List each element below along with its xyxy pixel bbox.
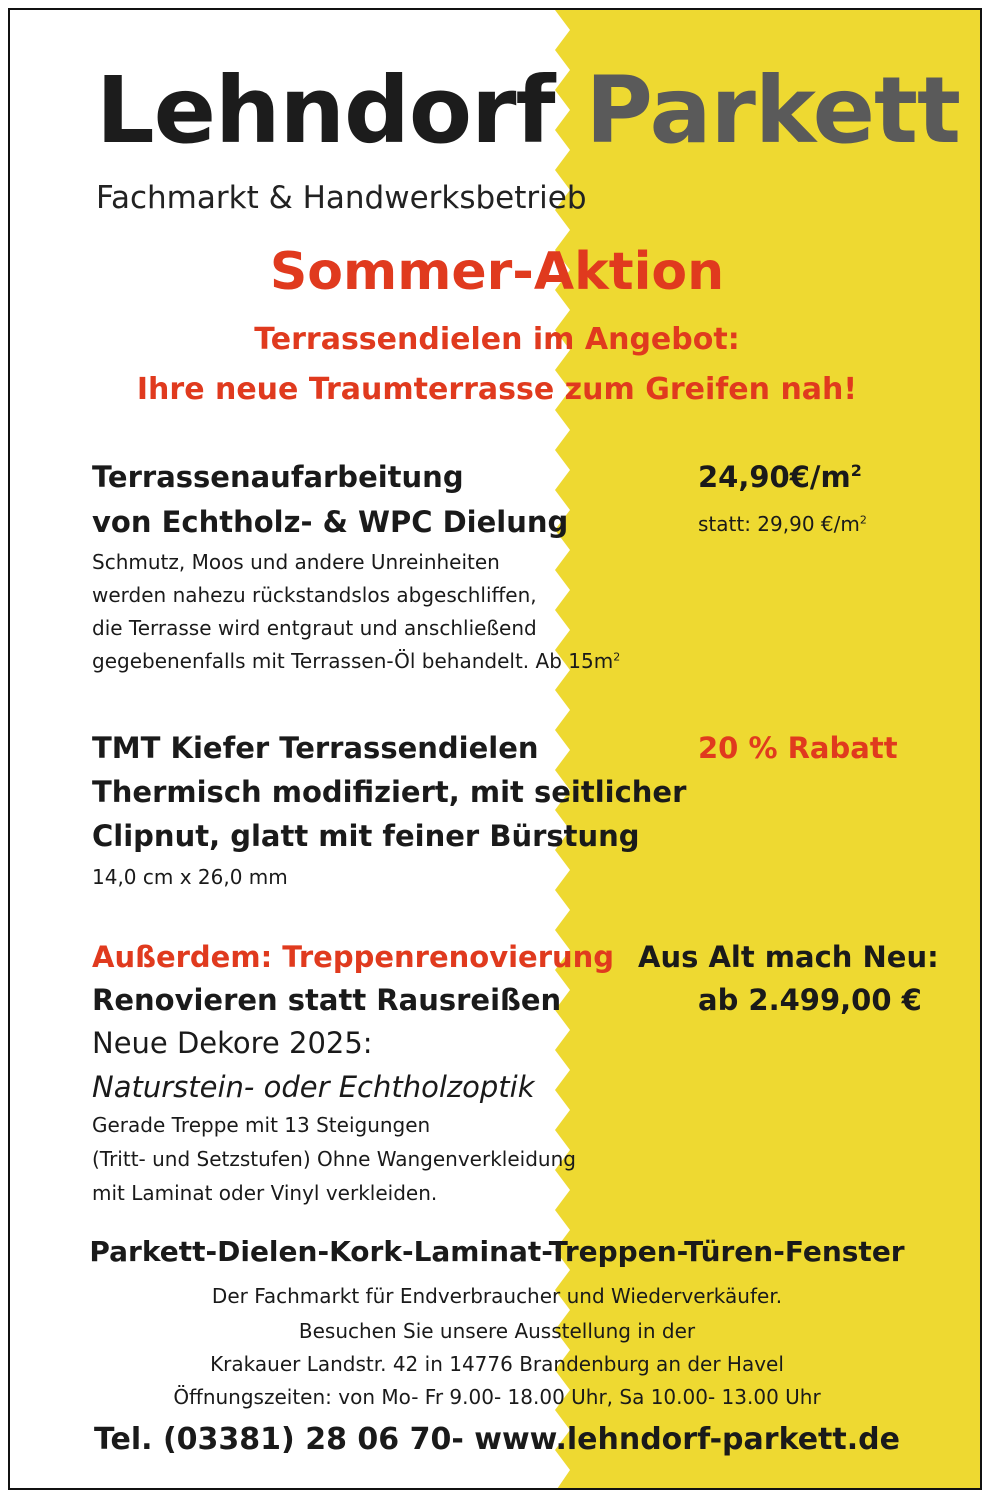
offer3-price-line1: Aus Alt mach Neu: (638, 940, 939, 974)
offer3-line4-italic: Naturstein- oder Echtholzoptik (92, 1070, 535, 1104)
offer1-price-unit-sup: 2 (850, 460, 862, 480)
brand-name-part1: Lehndorf (96, 57, 555, 164)
offer1-old-price (698, 512, 867, 536)
offer1-desc-line4-sup: 2 (613, 650, 621, 664)
footer-contact: Tel. (03381) 28 06 70- www.lehndorf-parkett.de (94, 1422, 900, 1457)
footer-address: Krakauer Landstr. 42 in 14776 Brandenburg an der Havel (210, 1352, 784, 1376)
offer2-discount: 20 % Rabatt (698, 731, 898, 765)
footer-categories: Parkett-Dielen-Kork-Laminat-Treppen-Türen-Fenster (89, 1235, 905, 1268)
offer2-title-line2: Thermisch modifiziert, mit seitlicher (92, 775, 687, 809)
offer1-price (698, 460, 862, 494)
offer1-price-value: 24,90€/m (698, 460, 851, 494)
offer1-title-line1: Terrassenaufarbeitung (92, 460, 464, 494)
offer1-desc-line3: die Terrasse wird entgraut und anschließend (92, 616, 537, 640)
offer1-desc-line4 (92, 649, 620, 673)
footer-line2: Besuchen Sie unsere Ausstellung in der (298, 1319, 696, 1343)
offer1-desc-line4-text: gegebenenfalls mit Terrassen-Öl behandelt. Ab 15m (92, 649, 614, 673)
brand-subtitle: Fachmarkt & Handwerksbetrieb (96, 180, 587, 216)
tagline-line1: Terrassendielen im Angebot: (254, 322, 740, 357)
offer1-title-line2: von Echtholz- & WPC Dielung (92, 505, 569, 539)
offer1-desc-line2: werden nahezu rückstandslos abgeschliffen, (92, 583, 537, 607)
offer1-old-price-sup: 2 (859, 513, 867, 527)
offer2-title-line3: Clipnut, glatt mit feiner Bürstung (92, 819, 640, 853)
offer1-desc-line1: Schmutz, Moos und andere Unreinheiten (92, 550, 500, 574)
offer3-desc-line2: (Tritt- und Setzstufen) Ohne Wangenverkleidung (92, 1147, 576, 1171)
offer2-title-line1: TMT Kiefer Terrassendielen (92, 731, 539, 765)
footer-opening-hours: Öffnungszeiten: von Mo- Fr 9.00- 18.00 Uhr, Sa 10.00- 13.00 Uhr (173, 1385, 821, 1409)
offer3-desc-line3: mit Laminat oder Vinyl verkleiden. (92, 1181, 438, 1205)
offer3-price-line2: ab 2.499,00 € (698, 983, 922, 1017)
headline: Sommer-Aktion (269, 242, 725, 302)
tagline-line2: Ihre neue Traumterrasse zum Greifen nah! (136, 372, 858, 407)
offer1-old-price-value: statt: 29,90 €/m (698, 512, 860, 536)
offer3-line3: Neue Dekore 2025: (92, 1026, 373, 1060)
offer3-desc-line1: Gerade Treppe mit 13 Steigungen (92, 1113, 431, 1137)
footer-line1: Der Fachmarkt für Endverbraucher und Wiederverkäufer. (211, 1284, 783, 1308)
offer2-dimensions: 14,0 cm x 26,0 mm (92, 865, 288, 889)
brand-name-part2: Parkett (585, 57, 960, 164)
offer3-title-red: Außerdem: Treppenrenovierung (92, 940, 615, 974)
brand-logo (96, 57, 960, 164)
flyer-frame (8, 8, 982, 1490)
offer3-title-line2: Renovieren statt Rausreißen (92, 983, 562, 1017)
